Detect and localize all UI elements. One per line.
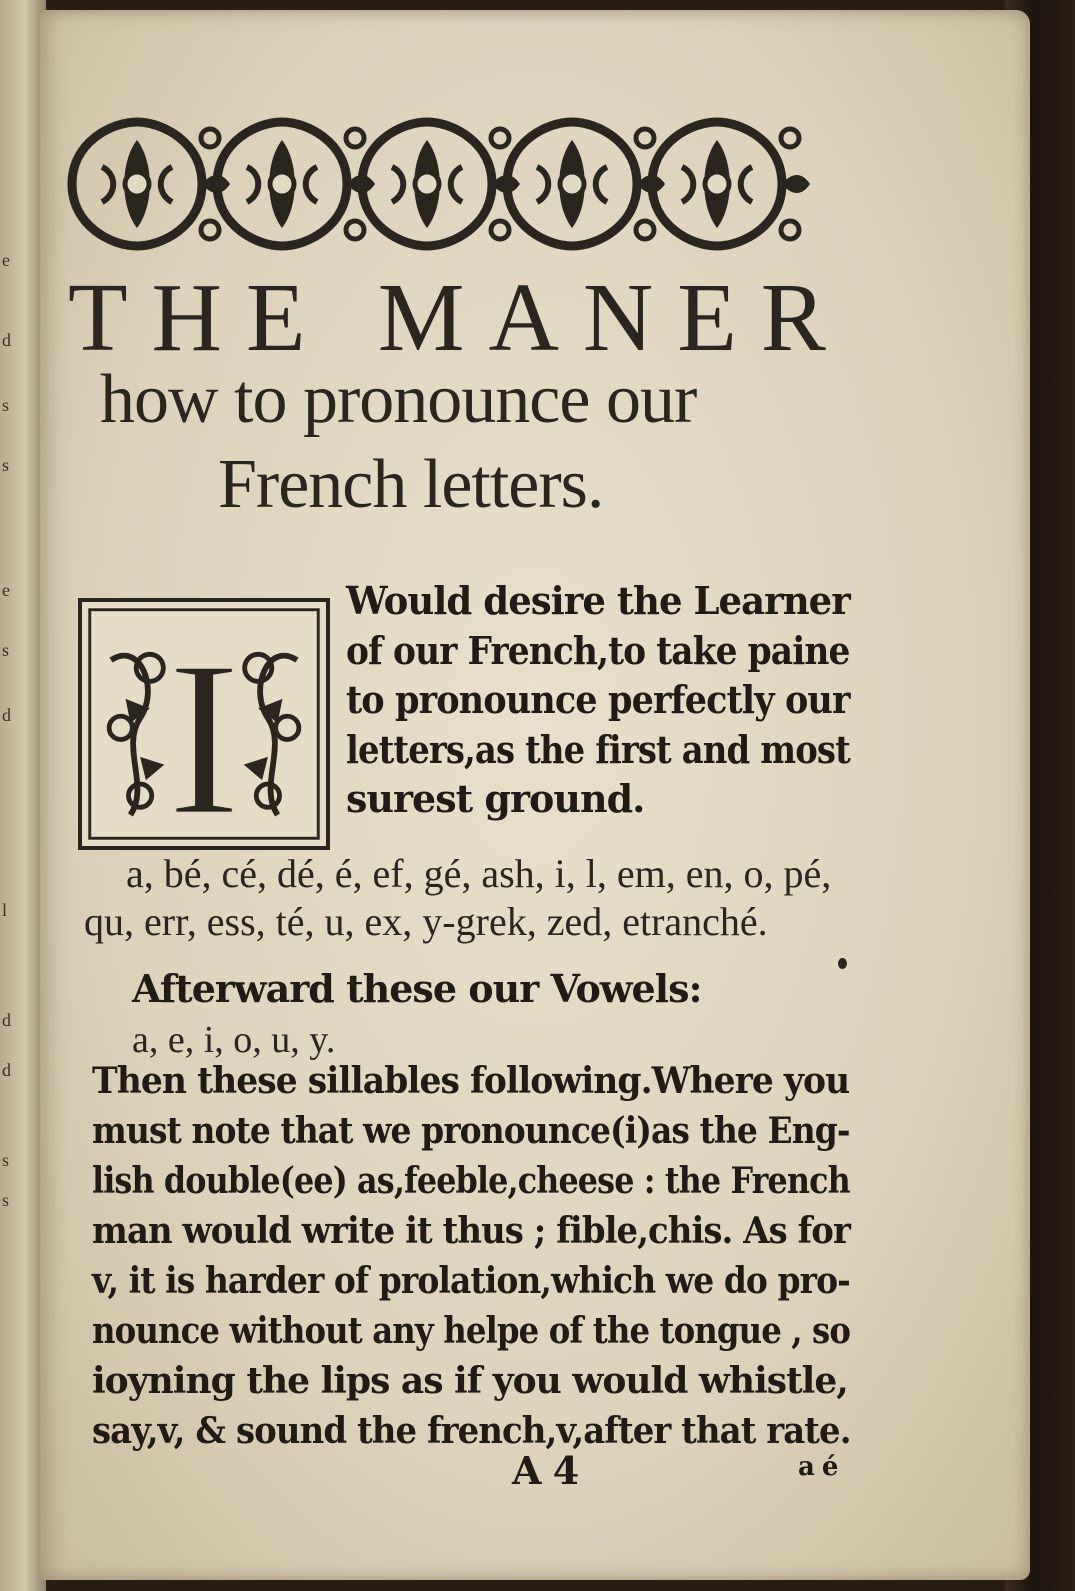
gutter-mark: s <box>2 1190 10 1210</box>
intro-line: letters,as the first and most <box>346 727 850 772</box>
gutter-mark: d <box>2 330 11 350</box>
paragraph-line: Then these sillables following.Where you <box>92 1060 850 1102</box>
paragraph-line: man would write it thus ; fible,chis. As for <box>92 1210 850 1252</box>
paragraph-line: v, it is harder of prolation,which we do pro- <box>92 1260 850 1302</box>
gutter-mark: s <box>2 455 10 475</box>
gutter-letter-fragments <box>0 0 20 1591</box>
intro-line: to pronounce perfectly our <box>346 677 850 722</box>
paragraph-line: nounce without any helpe of the tongue , so <box>92 1310 851 1352</box>
vowels-heading: Afterward these our Vowels: <box>132 966 702 1011</box>
initial-letter: I <box>166 616 242 846</box>
paragraph-line: say,v, & sound the french,v,after that rate. <box>92 1410 851 1452</box>
gutter-mark: d <box>2 1010 11 1030</box>
gutter-mark: e <box>2 250 10 270</box>
paragraph-line: ioyning the lips as if you would whistle, <box>92 1360 848 1402</box>
intro-line: Would desire the Learner <box>346 578 850 623</box>
alphabet-line: a, bé, cé, dé, é, ef, gé, ash, i, l, em, en, o, pé, <box>126 851 832 896</box>
signature-mark: A 4 <box>512 1448 579 1493</box>
gutter-mark: d <box>2 1060 11 1080</box>
gutter-mark: s <box>2 1150 10 1170</box>
vowels-list: a, e, i, o, u, y. <box>132 1019 336 1061</box>
gutter-mark: s <box>2 640 10 660</box>
paragraph-line: must note that we pronounce(i)as the Eng- <box>92 1110 850 1152</box>
paragraph-line: lish double(ee) as,feeble,cheese : the French <box>92 1160 850 1202</box>
gutter-mark: s <box>2 395 10 415</box>
gutter-mark: e <box>2 580 10 600</box>
intro-line: of our French,to take paine <box>346 628 850 673</box>
gutter-mark: l <box>2 900 8 920</box>
catchword: a é <box>798 1452 838 1482</box>
page-title: THE MANER <box>68 264 850 372</box>
floral-border-ornament-icon <box>62 112 822 257</box>
ink-dot <box>838 958 847 969</box>
gutter-mark: d <box>2 705 11 725</box>
subtitle-line: French letters. <box>218 446 604 523</box>
alphabet-line: qu, err, ess, té, u, ex, y-grek, zed, etranché. <box>84 899 768 944</box>
decorated-initial-icon <box>78 598 330 850</box>
subtitle-line: how to pronounce our <box>100 361 697 438</box>
intro-line: surest ground. <box>346 776 645 821</box>
